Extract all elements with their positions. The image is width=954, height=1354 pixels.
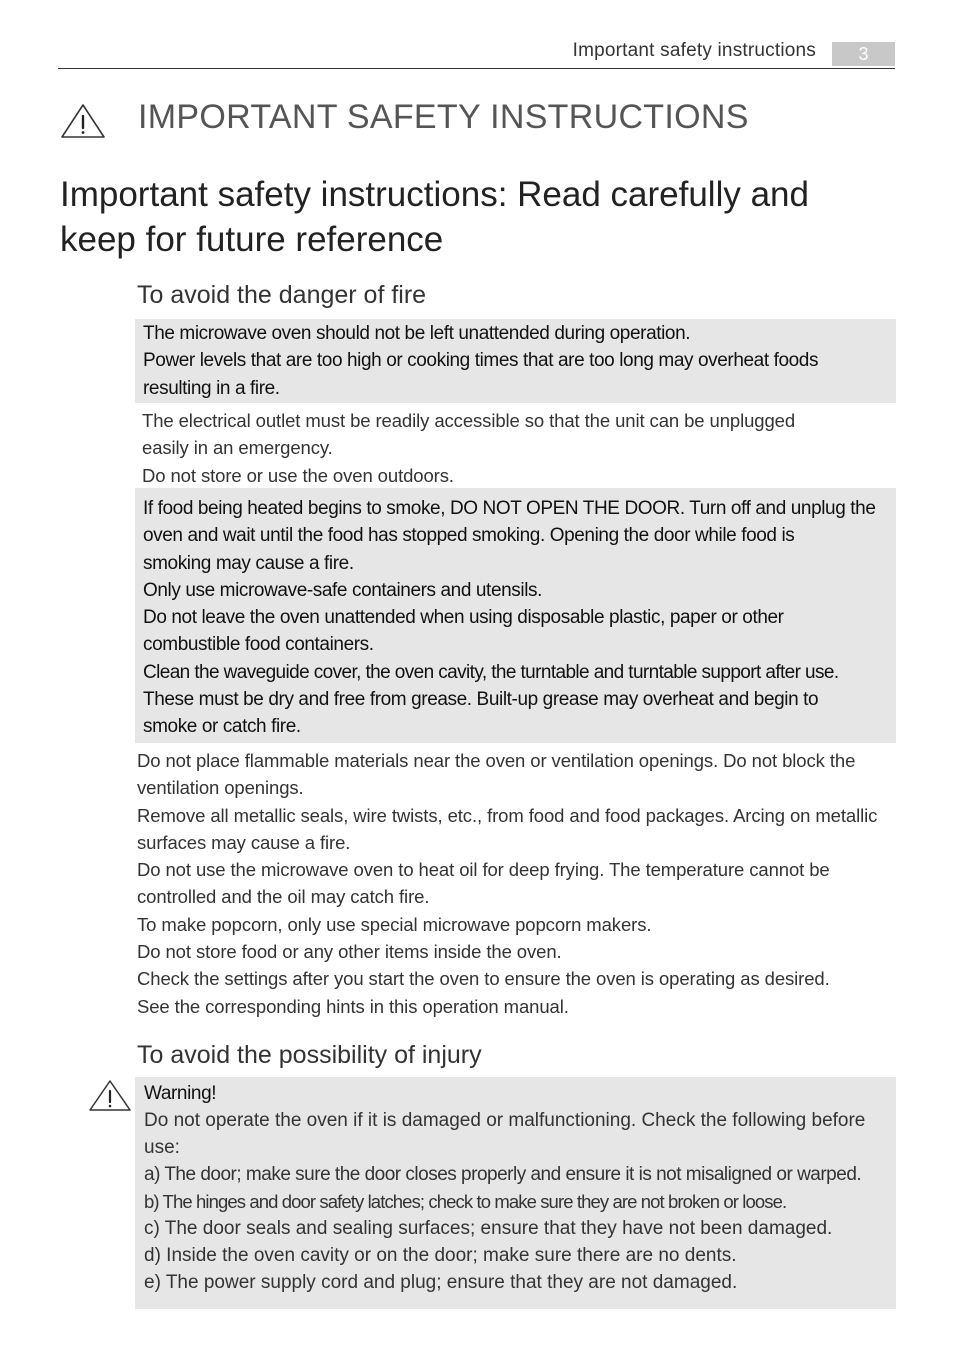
box-line: These must be dry and free from grease. Built-up grease may overheat and begin to [143, 689, 819, 711]
box-line: Only use microwave-safe containers and utensils. [143, 579, 542, 601]
text-line: surfaces may cause a fire. [137, 831, 351, 853]
section-heading-fire: To avoid the danger of fire [137, 281, 427, 309]
fire-warning-box-2 [135, 488, 896, 743]
page-number: 3 [832, 42, 895, 66]
box-line: oven and wait until the food has stopped smoking. Opening the door while food is [143, 525, 795, 547]
box-line: resulting in a fire. [143, 377, 280, 399]
header-divider [58, 68, 895, 69]
page-title: IMPORTANT SAFETY INSTRUCTIONS [138, 98, 749, 136]
list-item: c) The door seals and sealing surfaces; ensure that they have not been damaged. [144, 1218, 833, 1239]
warning-label: Warning! [144, 1083, 217, 1104]
list-item: a) The door; make sure the door closes properly and ensure it is not misaligned or warped. [144, 1164, 862, 1185]
warning-triangle-icon [60, 103, 106, 139]
list-item: b) The hinges and door safety latches; check to make sure they are not broken or loose. [144, 1191, 787, 1212]
fire-warning-box-1 [135, 319, 896, 403]
text-line: controlled and the oil may catch fire. [137, 886, 430, 908]
box-line: combustible food containers. [143, 634, 374, 656]
text-line: Remove all metallic seals, wire twists, etc., from food and food packages. Arcing on metallic [137, 804, 878, 826]
text-line: ventilation openings. [137, 777, 304, 799]
box-line: Clean the waveguide cover, the oven cavity, the turntable and turntable support after use. [143, 661, 839, 683]
box-line: smoking may cause a fire. [143, 552, 354, 574]
text-line: See the corresponding hints in this operation manual. [137, 995, 569, 1017]
text-line: To make popcorn, only use special microwave popcorn makers. [137, 913, 652, 935]
text-line: Do not place flammable materials near the oven or ventilation openings. Do not block the [137, 750, 856, 771]
fire-text-block-2 [137, 747, 887, 1020]
page-subtitle: Important safety instructions: Read carefully and keep for future reference [60, 175, 809, 259]
warning-intro-line: use: [144, 1137, 180, 1158]
text-line: easily in an emergency. [142, 437, 333, 459]
box-line: Do not leave the oven unattended when using disposable plastic, paper or other [143, 607, 784, 629]
list-item: d) Inside the oven cavity or on the door; make sure there are no dents. [144, 1245, 737, 1266]
box-line: If food being heated begins to smoke, DO NOT OPEN THE DOOR. Turn off and unplug the [143, 498, 876, 519]
list-item: e) The power supply cord and plug; ensure that they are not damaged. [144, 1272, 738, 1293]
text-line: Do not store or use the oven outdoors. [142, 464, 454, 486]
warning-intro-line: Do not operate the oven if it is damaged or malfunctioning. Check the following before [144, 1110, 866, 1131]
box-line: The microwave oven should not be left unattended during operation. [143, 323, 691, 344]
warning-triangle-icon [88, 1079, 132, 1112]
text-line: Do not store food or any other items inside the oven. [137, 941, 562, 963]
text-line: Do not use the microwave oven to heat oil for deep frying. The temperature cannot be [137, 859, 830, 881]
text-line: Check the settings after you start the oven to ensure the oven is operating as desired. [137, 968, 830, 990]
box-line: Power levels that are too high or cooking times that are too long may overheat foods [143, 350, 819, 372]
running-header-title: Important safety instructions [572, 40, 816, 61]
fire-text-block-1 [142, 407, 892, 489]
text-line: The electrical outlet must be readily accessible so that the unit can be unplugged [142, 410, 796, 431]
section-heading-injury: To avoid the possibility of injury [137, 1041, 482, 1069]
box-line: smoke or catch fire. [143, 716, 301, 738]
injury-warning-box [135, 1077, 896, 1309]
